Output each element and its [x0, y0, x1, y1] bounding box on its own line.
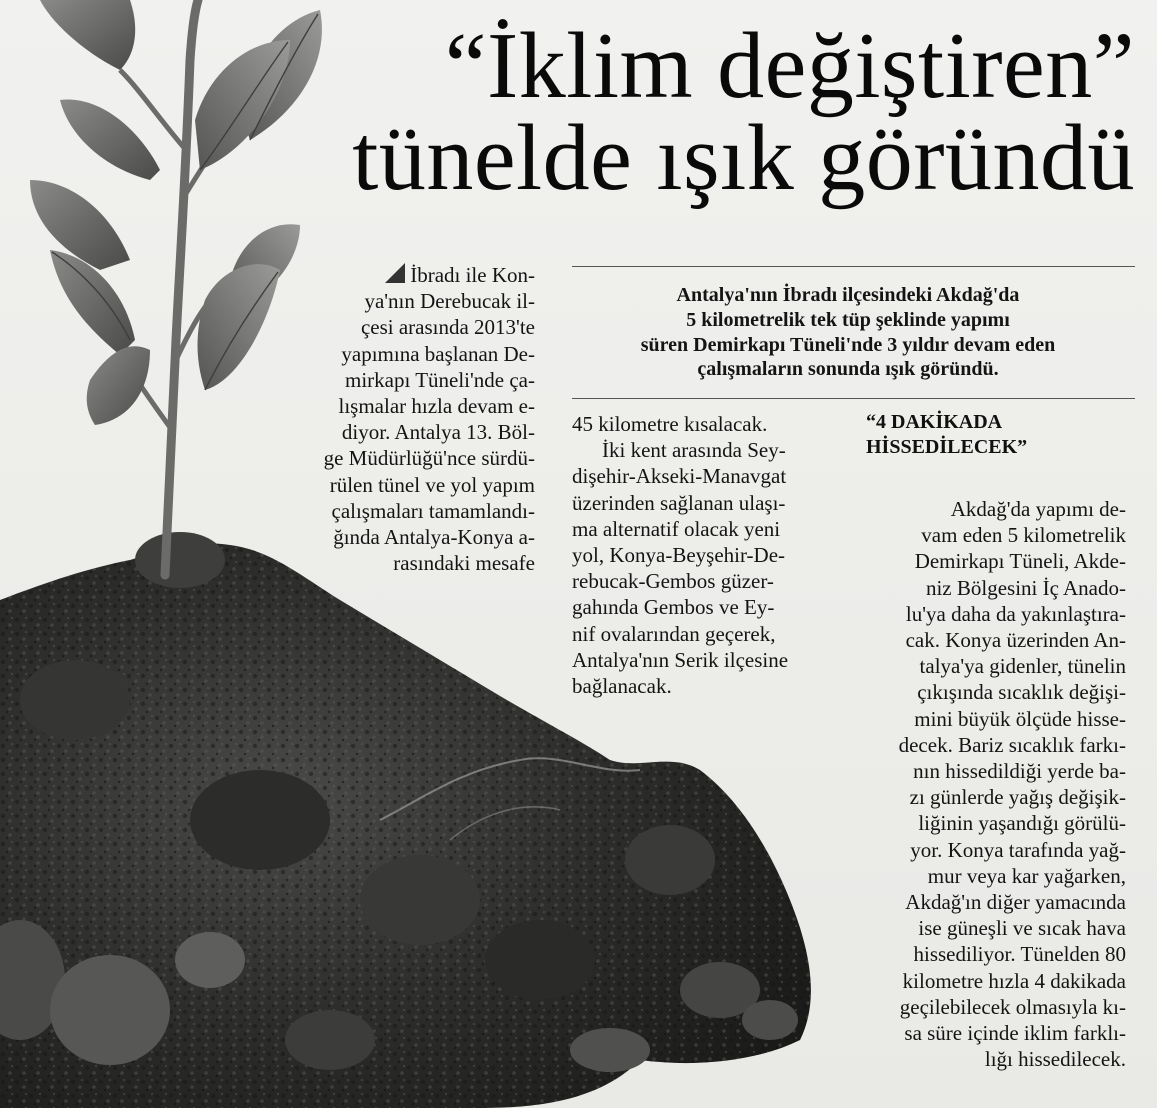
intro-line: rülen tünel ve yol yapım: [329, 472, 535, 497]
middle-line: 45 kilometre kısalacak.: [572, 412, 768, 436]
intro-column: [300, 262, 535, 576]
intro-line: yapımına başlanan De-: [341, 341, 535, 366]
summary-top-rule: [572, 266, 1135, 267]
intro-line: çesi arasında 2013'te: [360, 315, 535, 340]
intro-line: lışmalar hızla devam e-: [338, 394, 535, 419]
summary-bottom-rule: [572, 398, 1135, 399]
summary-deck: [578, 283, 1118, 382]
right-line: kilometre hızla 4 dakikada: [902, 968, 1126, 993]
right-line: hissediliyor. Tünelden 80: [913, 942, 1126, 967]
right-line: mini büyük ölçüde hisse-: [914, 706, 1126, 731]
right-column: [866, 410, 1126, 1072]
middle-line: Antalya'nın Serik ilçesine: [572, 647, 789, 672]
summary-line: süren Demirkapı Tüneli'nde 3 yıldır devam eden: [640, 333, 1056, 356]
right-line: decek. Bariz sıcaklık farkı-: [898, 732, 1126, 757]
right-line: cak. Konya üzerinden An-: [905, 628, 1126, 653]
right-line: geçilebilecek olmasıyla kı-: [899, 994, 1126, 1019]
middle-line: yol, Konya-Beyşehir-De-: [572, 543, 786, 568]
right-line: ise güneşli ve sıcak hava: [918, 916, 1126, 941]
middle-line: bağlanacak.: [572, 674, 672, 699]
intro-line: İbradı ile Kon-: [300, 262, 535, 288]
right-line: lu'ya daha da yakınlaştıra-: [905, 601, 1126, 626]
right-line: mur veya kar yağarken,: [927, 863, 1126, 888]
right-column-body: [866, 496, 1126, 1072]
middle-line: nif ovalarından geçerek,: [572, 621, 776, 646]
right-line: Akdağ'ın diğer yamacında: [905, 890, 1126, 915]
summary-line: 5 kilometrelik tek tüp şeklinde yapımı: [686, 308, 1010, 331]
headline-line-1: “İklim değiştiren”: [444, 14, 1135, 118]
right-line: talya'ya gidenler, tünelin: [919, 654, 1126, 679]
right-line: vam eden 5 kilometrelik: [921, 523, 1126, 548]
section-subhead: [866, 410, 1126, 459]
subhead-line-1: “4 DAKİKADA: [866, 411, 1003, 433]
headline-line-2: tünelde ışık göründü: [352, 106, 1135, 210]
subhead-line-2: HİSSEDİLECEK”: [866, 435, 1028, 458]
intro-line: ya'nın Derebucak il-: [364, 289, 535, 314]
right-line: liğinin yaşandığı görülü-: [918, 811, 1126, 836]
intro-line: diyor. Antalya 13. Böl-: [341, 420, 535, 445]
right-line: sa süre içinde iklim farklı-: [904, 1021, 1126, 1046]
right-line: zı günlerde yağış değişik-: [909, 785, 1126, 810]
middle-line: gahında Gembos ve Ey-: [572, 595, 775, 620]
triangle-marker-icon: [385, 263, 405, 283]
intro-line: çalışmaları tamamlandı-: [331, 498, 535, 523]
right-line: niz Bölgesini İç Anado-: [925, 575, 1126, 600]
middle-line: rebucak-Gembos güzer-: [572, 569, 774, 594]
intro-line: rasındaki mesafe: [393, 551, 535, 576]
middle-line: üzerinden sağlanan ulaşı-: [572, 490, 786, 515]
middle-line: dişehir-Akseki-Manavgat: [572, 464, 787, 489]
right-line: lığı hissedilecek.: [984, 1047, 1126, 1072]
right-line: Demirkapı Tüneli, Akde-: [914, 549, 1126, 574]
middle-line: ma alternatif olacak yeni: [572, 516, 781, 541]
right-line: yor. Konya tarafında yağ-: [910, 837, 1126, 862]
summary-line: Antalya'nın İbradı ilçesindeki Akdağ'da: [676, 284, 1020, 306]
intro-line: mirkapı Tüneli'nde ça-: [345, 367, 535, 392]
right-line: nın hissedildiği yerde ba-: [913, 759, 1126, 784]
intro-line: ğında Antalya-Konya a-: [333, 525, 535, 550]
headline: [255, 14, 1135, 210]
summary-line: çalışmaların sonunda ışık göründü.: [697, 358, 999, 381]
intro-line: ge Müdürlüğü'nce sürdü-: [323, 446, 535, 471]
right-line: Akdağ'da yapımı de-: [950, 497, 1126, 521]
middle-line: İki kent arasında Sey-: [602, 438, 786, 463]
middle-column: [572, 411, 832, 699]
right-line: çıkışında sıcaklık değişi-: [917, 680, 1126, 705]
